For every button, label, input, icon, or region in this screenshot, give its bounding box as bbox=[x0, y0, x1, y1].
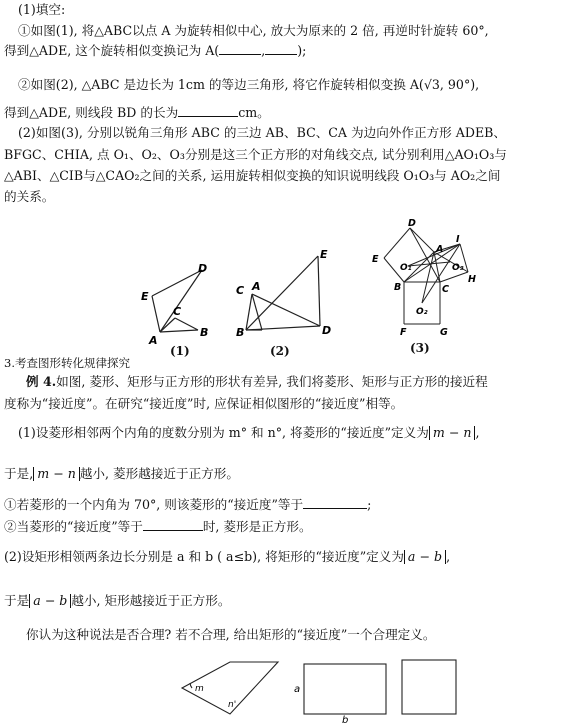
example-4-part2-line: (2)设矩形相领两条边长分别是 a 和 b ( a≤b), 将矩形的“接近度”定义为 a − b , bbox=[4, 549, 451, 564]
figure-3 bbox=[364, 218, 514, 338]
example-4-part2-line2: 于是 a − b 越小, 矩形越接近于正方形。 bbox=[4, 593, 231, 608]
label-c: C bbox=[236, 284, 245, 297]
abs-a-minus-b: a − b bbox=[404, 550, 446, 564]
question-1-1-line: ①如图(1), 将△ABC以点 A 为旋转相似中心, 放大为原来的 2 倍, 再逆时针旋转 60°, bbox=[18, 23, 489, 38]
label-d: D bbox=[198, 262, 208, 275]
question-2-line4: 的关系。 bbox=[4, 189, 55, 204]
label-a: A bbox=[252, 280, 261, 293]
angle-m-label: m bbox=[195, 684, 204, 694]
figure-3-caption: (3) bbox=[410, 341, 430, 355]
question-1-2-line2: 得到△ADE, 则线段 BD 的长为 cm。 bbox=[4, 105, 270, 120]
figure-1-caption: (1) bbox=[170, 344, 190, 358]
abs-m-minus-n-2: m − n bbox=[33, 467, 80, 481]
side-b-label: b bbox=[342, 715, 349, 723]
example-4-part1-line2: 于是, m − n 越小, 菱形越接近于正方形。 bbox=[4, 466, 239, 481]
label-o2: O₂ bbox=[416, 307, 428, 317]
example-4-line1: 例 4.如图, 菱形、矩形与正方形的形状有差异, 我们将菱形、矩形与正方形的接近程 bbox=[26, 374, 488, 389]
rectangle-shape bbox=[304, 664, 386, 714]
question-2-line3: △ABI、△CIB与△CAO₂之间的关系, 运用旋转相似变换的知识说明线段 O₁O₃与 AO₂之间 bbox=[4, 168, 501, 183]
question-1-1-line2: 得到△ADE, 这个旋转相似变换记为 A( , ); bbox=[4, 43, 307, 58]
answer-blank-bd[interactable] bbox=[178, 104, 238, 117]
label-e: E bbox=[141, 290, 149, 303]
label-a: A bbox=[436, 244, 444, 255]
answer-blank-square[interactable] bbox=[143, 518, 203, 531]
angle-n-label: n' bbox=[228, 700, 237, 710]
abs-m-minus-n: m − n bbox=[429, 426, 476, 440]
answer-blank-1[interactable] bbox=[219, 42, 261, 55]
abs-a-minus-b-2: a − b bbox=[29, 594, 71, 608]
label-a: A bbox=[149, 334, 158, 347]
label-c: C bbox=[442, 284, 449, 295]
shapes-figure bbox=[170, 654, 560, 723]
answer-blank-2[interactable] bbox=[265, 42, 297, 55]
label-e: E bbox=[320, 248, 328, 261]
answer-blank-rhombus-70[interactable] bbox=[303, 496, 367, 509]
figure-1 bbox=[138, 252, 218, 352]
sqrt3-value: √3 bbox=[423, 77, 440, 92]
label-b: B bbox=[200, 326, 209, 339]
label-b: B bbox=[236, 326, 245, 339]
example-4-line2: 度称为“接近度”。在研究“接近度”时, 应保证相似图形的“接近度”相等。 bbox=[4, 396, 404, 411]
square-shape bbox=[402, 660, 456, 714]
label-o1: O₁ bbox=[400, 263, 412, 273]
label-f: F bbox=[400, 327, 407, 338]
label-h: H bbox=[468, 274, 476, 285]
fill-blank-heading: (1)填空: bbox=[18, 2, 66, 17]
label-b: B bbox=[394, 282, 402, 293]
label-d: D bbox=[322, 324, 332, 337]
question-1-2-line: ②如图(2), △ABC 是边长为 1cm 的等边三角形, 将它作旋转相似变换 A(√3, 90°), bbox=[18, 77, 480, 92]
question-2-line2: BFGC、CHIA, 点 O₁、O₂、O₃分别是这三个正方形的对角线交点, 试分别利用△AO₁O₃与 bbox=[4, 147, 507, 162]
figure-2 bbox=[228, 246, 343, 346]
question-2-line1: (2)如图(3), 分别以锐角三角形 ABC 的三边 AB、BC、CA 为边向外作正方形 ADEB、 bbox=[18, 125, 507, 140]
example-4-part1-line: (1)设菱形相邻两个内角的度数分别为 m° 和 n°, 将菱形的“接近度”定义为 m − n , bbox=[18, 425, 480, 440]
label-i: I bbox=[456, 234, 460, 245]
label-c: C bbox=[173, 305, 182, 318]
example-4-q1-line: ①若菱形的一个内角为 70°, 则该菱形的“接近度”等于 ; bbox=[4, 497, 372, 512]
label-o3: O₃ bbox=[452, 263, 464, 273]
side-a-label: a bbox=[294, 684, 301, 695]
example-4-q2-line: ②当菱形的“接近度”等于 时, 菱形是正方形。 bbox=[4, 519, 312, 534]
figure-2-caption: (2) bbox=[270, 344, 290, 358]
section-heading: 3.考查图形转化规律探究 bbox=[4, 356, 130, 370]
example-4-question-line: 你认为这种说法是否合理? 若不合理, 给出矩形的“接近度”一个合理定义。 bbox=[26, 627, 436, 642]
label-g: G bbox=[440, 327, 448, 338]
label-e: E bbox=[372, 254, 379, 265]
label-d: D bbox=[408, 218, 416, 229]
